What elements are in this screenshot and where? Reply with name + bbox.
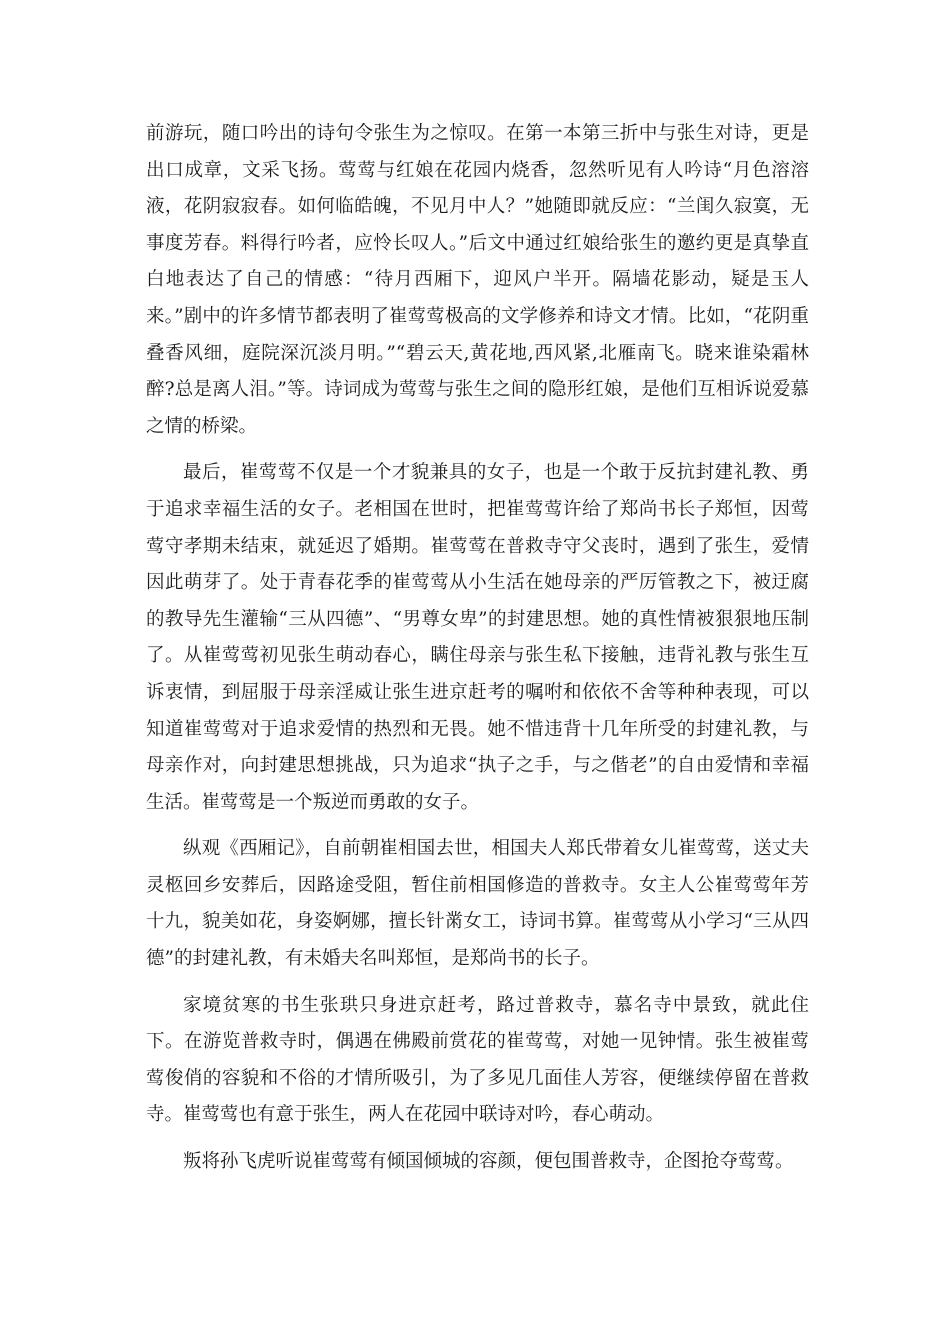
document-body — [146, 116, 809, 1181]
paragraph-1: 前游玩，随口吟出的诗句令张生为之惊叹。在第一本第三折中与张生对诗，更是出口成章，文采飞扬。莺莺与红娘在花园内烧香，忽然听见有人吟诗“月色溶溶液，花阴寂寂春。如何临皓魄，不见月中人？”她随即就反应：“兰闺久寂寞，无事度芳春。料得行吟者，应怜长叹人。”后文中通过红娘给张生的邀约更是真挚直白地表达了自己的情感：“待月西厢下，迎风户半开。隔墙花影动，疑是玉人来。”剧中的许多情节都表明了崔莺莺极高的文学修养和诗文才情。比如，“花阴重叠香风细，庭院深沉淡月明。”“碧云天,黄花地,西风紧,北雁南飞。晓来谁染霜林醉?总是离人泪。”等。诗词成为莺莺与张生之间的隐形红娘，是他们互相诉说爱慕之情的桥梁。 — [146, 123, 809, 437]
paragraph-5: 叛将孙飞虎听说崔莺莺有倾国倾城的容颜，便包围普救寺，企图抢夺莺莺。 — [183, 1151, 794, 1173]
paragraph-3: 纵观《西厢记》，自前朝崔相国去世，相国夫人郑氏带着女儿崔莺莺，送丈夫灵柩回乡安葬后，因路途受阻，暂住前相国修造的普救寺。女主人公崔莺莺年芳十九，貌美如花，身姿婀娜，擅长针黹女工，诗词书算。崔莺莺从小学习“三从四德”的封建礼教，有未婚夫名叫郑恒，是郑尚书的长子。 — [146, 838, 809, 970]
paragraph-4: 家境贫寒的书生张珙只身进京赶考，路过普救寺，慕名寺中景致，就此住下。在游览普救寺时，偶遇在佛殿前赏花的崔莺莺，对她一见钟情。张生被崔莺莺俊俏的容貌和不俗的才情所吸引，为了多见几面佳人芳容，便继续停留在普救寺。崔莺莺也有意于张生，两人在花园中联诗对吟，春心萌动。 — [146, 994, 809, 1126]
paragraph-2: 最后，崔莺莺不仅是一个才貌兼具的女子，也是一个敢于反抗封建礼教、勇于追求幸福生活的女子。老相国在世时，把崔莺莺许给了郑尚书长子郑恒，因莺莺守孝期未结束，就延迟了婚期。崔莺莺在普救寺守父丧时，遇到了张生，爱情因此萌芽了。处于青春花季的崔莺莺从小生活在她母亲的严厉管教之下，被迂腐的教导先生灌输“三从四德”、“男尊女卑”的封建思想。她的真性情被狠狠地压制了。从崔莺莺初见张生萌动春心，瞒住母亲与张生私下接触，违背礼教与张生互诉衷情，到屈服于母亲淫威让张生进京赶考的嘱咐和依依不舍等种种表现，可以知道崔莺莺对于追求爱情的热烈和无畏。她不惜违背十几年所受的封建礼教，与母亲作对，向封建思想挑战，只为追求“执子之手，与之偕老”的自由爱情和幸福生活。崔莺莺是一个叛逆而勇敢的女子。 — [146, 462, 809, 813]
